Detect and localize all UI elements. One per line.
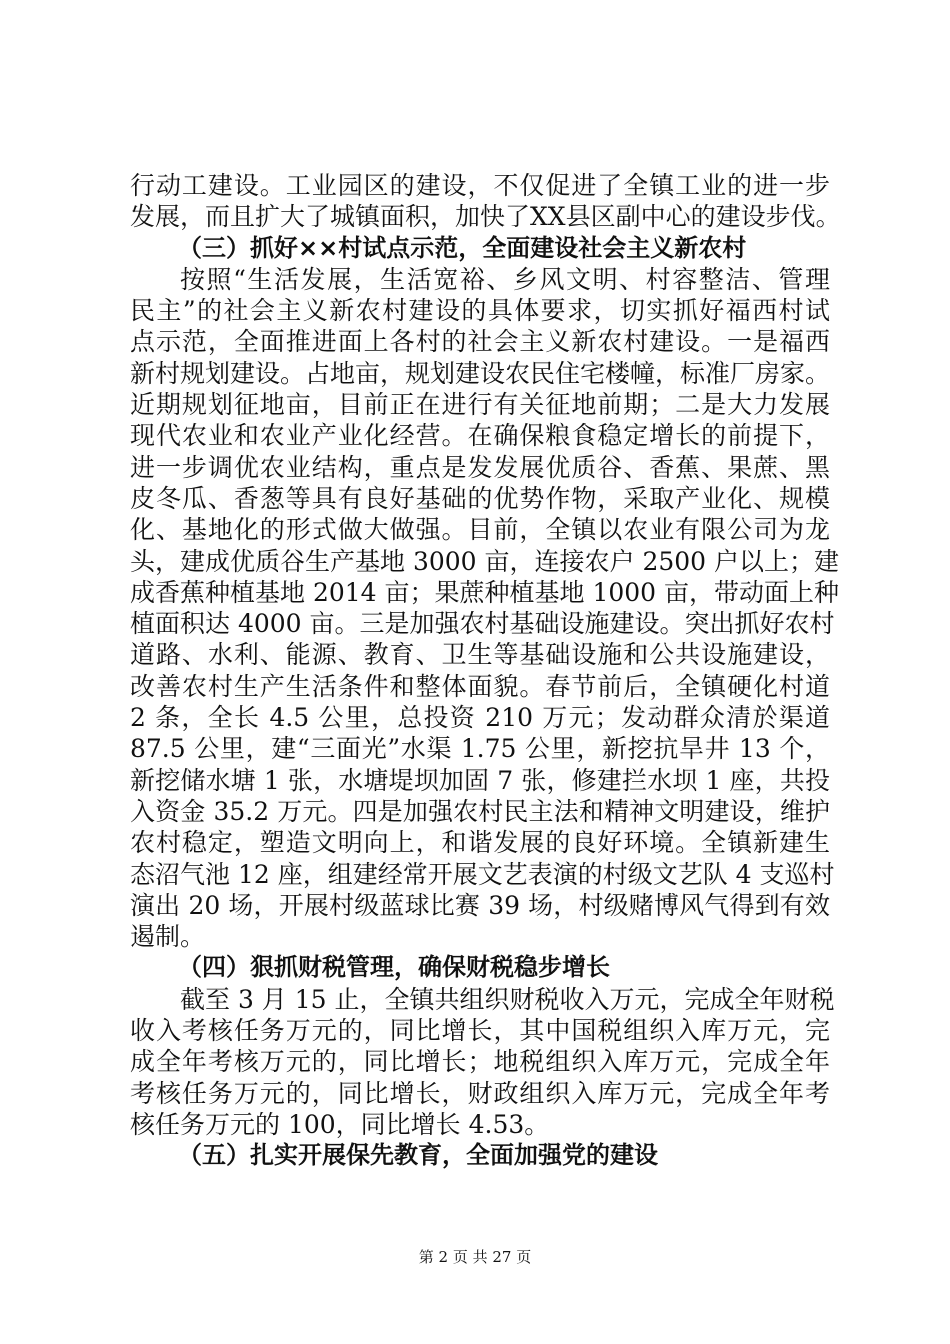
- text-line: 收入考核任务万元的，同比增长，其中国税组织入库万元，完: [130, 1016, 830, 1046]
- text-line: 化、基地化的形式做大做强。目前，全镇以农业有限公司为龙: [130, 515, 830, 545]
- section-heading: （三）抓好××村试点示范，全面建设社会主义新农村: [178, 233, 747, 262]
- document-body: [130, 170, 841, 1172]
- paragraph-first-line: 截至 3 月 15 止，全镇共组织财税收入万元，完成全年财税: [180, 984, 835, 1014]
- text-line: 进一步调优农业结构，重点是发发展优质谷、香蕉、果蔗、黑: [130, 452, 830, 482]
- text-line: 新村规划建设。占地亩，规划建设农民住宅楼幢，标准厂房家。: [130, 358, 831, 388]
- text-line: 发展，而且扩大了城镇面积，加快了XX县区副中心的建设步伐。: [130, 202, 841, 232]
- text-line: 植面积达 4000 亩。三是加强农村基础设施建设。突出抓好农村: [130, 609, 835, 639]
- text-line: 遏制。: [130, 922, 206, 952]
- text-line: 皮冬瓜、香葱等具有良好基础的优势作物，采取产业化、规模: [130, 483, 830, 513]
- text-line: 态沼气池 12 座，组建经常开展文艺表演的村级文艺队 4 支巡村: [130, 859, 835, 889]
- text-line: 道路、水利、能源、教育、卫生等基础设施和公共设施建设，: [130, 640, 830, 670]
- text-line: 2 条，全长 4.5 公里，总投资 210 万元；发动群众清於渠道: [130, 703, 830, 733]
- text-line: 民主”的社会主义新农村建设的具体要求，切实抓好福西村试: [130, 296, 830, 326]
- text-line: 改善农村生产生活条件和整体面貌。春节前后，全镇硬化村道: [130, 671, 830, 701]
- text-line: 新挖储水塘 1 张，水塘堤坝加固 7 张，修建拦水坝 1 座，共投: [130, 765, 830, 795]
- text-line: 演出 20 场，开展村级蓝球比赛 39 场，村级赌博风气得到有效: [130, 890, 830, 920]
- text-line: 成全年考核万元的，同比增长；地税组织入库万元，完成全年: [130, 1047, 830, 1077]
- text-line: 成香蕉种植基地 2014 亩；果蔗种植基地 1000 亩，带动面上种: [130, 577, 840, 607]
- text-line: 87.5 公里，建“三面光”水渠 1.75 公里，新挖抗旱井 13 个，: [130, 734, 830, 764]
- section-heading: （五）扎实开展保先教育，全面加强党的建设: [178, 1141, 658, 1170]
- page-footer: [0, 1246, 950, 1267]
- text-line: 近期规划征地亩，目前正在进行有关征地前期；二是大力发展: [130, 390, 830, 420]
- text-line: 入资金 35.2 万元。四是加强农村民主法和精神文明建设，维护: [130, 796, 830, 826]
- section-heading: （四）狠抓财税管理，确保财税稳步增长: [178, 953, 610, 982]
- text-line: 行动工建设。工业园区的建设，不仅促进了全镇工业的进一步: [130, 171, 830, 200]
- text-line: 农村稳定，塑造文明向上，和谐发展的良好环境。全镇新建生: [130, 828, 830, 858]
- text-line: 头，建成优质谷生产基地 3000 亩，连接农户 2500 户以上；建: [130, 546, 840, 576]
- text-line: 点示范，全面推进面上各村的社会主义新农村建设。一是福西: [130, 327, 830, 357]
- text-line: 核任务万元的 100，同比增长 4.53。: [130, 1109, 550, 1139]
- text-line: 考核任务万元的，同比增长，财政组织入库万元，完成全年考: [130, 1078, 830, 1108]
- paragraph-first-line: 按照“生活发展，生活宽裕、乡风文明、村容整洁、管理: [180, 264, 830, 294]
- page-number-label: 第 2 页 共 27 页: [418, 1248, 532, 1266]
- text-line: 现代农业和农业产业化经营。在确保粮食稳定增长的前提下，: [130, 421, 830, 451]
